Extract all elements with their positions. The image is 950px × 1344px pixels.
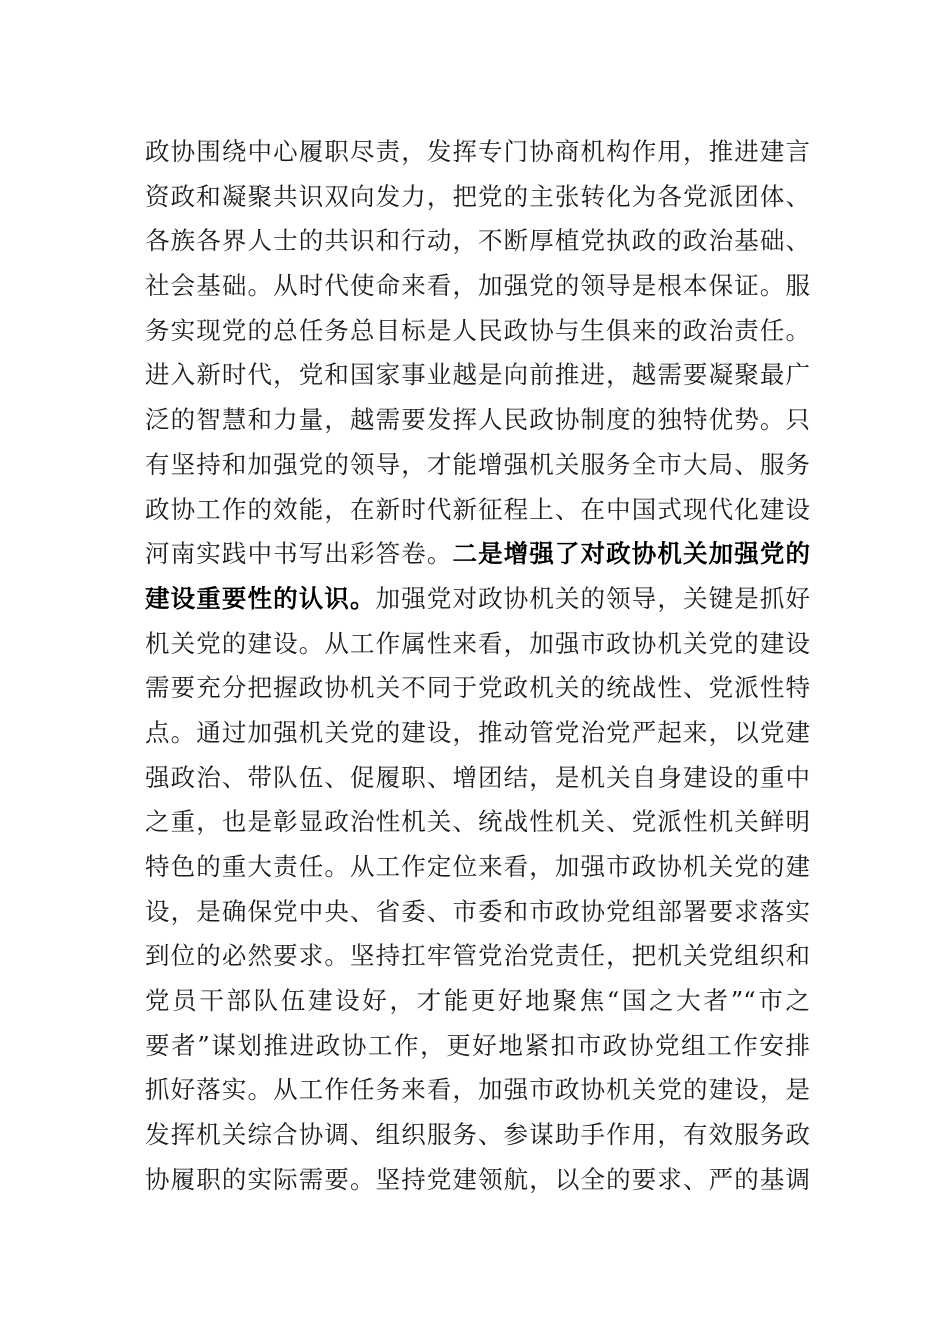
body-text-run: 特色的重大责任。从工作定位来看，加强市政协机关党的建 [145,852,810,881]
text-line [145,666,810,711]
body-text-run: 之重，也是彰显政治性机关、统战性机关、党派性机关鲜明 [145,807,810,837]
body-text-run: 设，是确保党中央、省委、市委和市政协党组部署要求落实 [145,896,810,926]
body-text-run: 有坚持和加强党的领导，才能增强机关服务全市大局、服务 [145,449,810,479]
body-text-run: 泛的智慧和力量，越需要发挥人民政协制度的独特优势。只 [145,405,810,435]
body-text-run: 社会基础。从时代使命来看，加强党的领导是根本保证。服 [145,271,810,301]
body-text-run: 各族各界人士的共识和行动，不断厚植党执政的政治基础、 [145,226,810,256]
text-line [145,577,810,622]
text-line [145,890,810,935]
body-text [145,130,810,1203]
text-line [145,398,810,443]
text-line [145,711,810,756]
text-line [145,845,810,890]
text-line [145,130,810,175]
text-line [145,532,810,577]
body-text-run: 协履职的实际需要。坚持党建领航，以全的要求、严的基调 [145,1164,810,1194]
body-text-run: 资政和凝聚共识双向发力，把党的主张转化为各党派团体、 [145,181,810,211]
text-line [145,756,810,801]
body-text-run: 发挥机关综合协调、组织服务、参谋助手作用，有效服务政 [145,1120,810,1150]
text-line [145,219,810,264]
body-text-run: 政协围绕中心履职尽责，发挥专门协商机构作用，推进建言 [145,137,810,166]
body-text-run: 政协工作的效能，在新时代新征程上、在中国式现代化建设 [145,494,810,524]
text-line [145,264,810,309]
text-line [145,309,810,354]
text-line [145,622,810,667]
text-line [145,1068,810,1113]
text-line [145,1158,810,1203]
body-text-run: 党员干部队伍建设好，才能更好地聚焦“国之大者”“市之 [145,986,810,1016]
text-line [145,488,810,533]
text-line [145,800,810,845]
text-line [145,979,810,1024]
body-text-run: 强政治、带队伍、促履职、增团结，是机关自身建设的重中 [145,762,810,792]
body-text-run: 进入新时代，党和国家事业越是向前推进，越需要凝聚最广 [145,360,810,390]
bold-heading-text: 二是增强了对政协机关加强党的 [452,539,810,569]
body-text-run: 务实现党的总任务总目标是人民政协与生俱来的政治责任。 [145,315,810,345]
text-line [145,443,810,488]
text-line [145,1113,810,1158]
body-text-run: 加强党对政协机关的领导，关键是抓好 [375,583,810,613]
body-text-run: 需要充分把握政协机关不同于党政机关的统战性、党派性特 [145,673,810,703]
body-text-run: 到位的必然要求。坚持扛牢管党治党责任，把机关党组织和 [145,941,810,971]
body-text-run: 点。通过加强机关党的建设，推动管党治党严起来，以党建 [145,717,810,747]
body-text-run: 河南实践中书写出彩答卷。 [145,539,453,569]
body-text-run: 机关党的建设。从工作属性来看，加强市政协机关党的建设 [145,628,810,658]
body-text-run: 抓好落实。从工作任务来看，加强市政协机关党的建设，是 [145,1075,810,1105]
text-line [145,353,810,398]
body-text-run: 要者”谋划推进政协工作，更好地紧扣市政协党组工作安排 [145,1030,810,1060]
text-line [145,175,810,220]
text-line [145,1024,810,1069]
bold-heading-text: 建设重要性的认识。 [145,583,376,613]
text-line [145,934,810,979]
